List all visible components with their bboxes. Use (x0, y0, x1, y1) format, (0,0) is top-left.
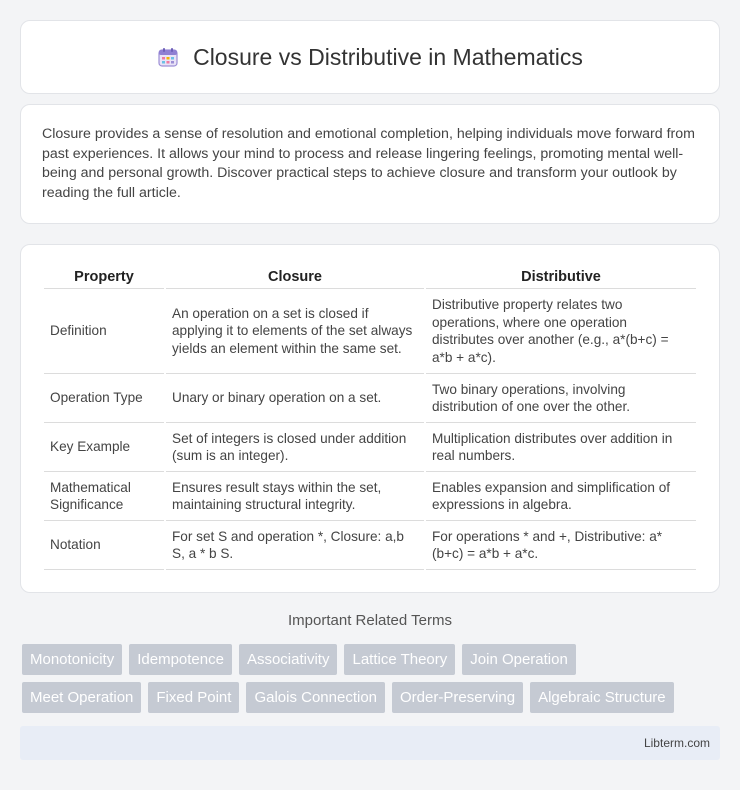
intro-text: Closure provides a sense of resolution and emotional completion, helping individuals move forward from past experiences. It allows your mind to process and release lingering feelings, promoting mental well-being and personal growth. Discover practical steps to achieve closure and transform your outlook by reading the full article. (42, 126, 695, 201)
footer (20, 726, 720, 760)
tag-galois-connection[interactable]: Galois Connection (246, 682, 385, 713)
table-header-row (44, 265, 696, 289)
header-property: Property (44, 265, 164, 289)
tag-row (22, 682, 722, 713)
table-row (44, 423, 696, 472)
closure-cell: Ensures result stays within the set, maintaining structural integrity. (166, 472, 424, 521)
closure-cell: Unary or binary operation on a set. (166, 374, 424, 423)
footer-site-link[interactable]: Libterm.com (643, 736, 710, 750)
distributive-cell: For operations * and +, Distributive: a*(b+c) = a*b + a*c. (426, 521, 696, 570)
comparison-table (42, 265, 698, 570)
distributive-cell: Multiplication distributes over addition in real numbers. (426, 423, 696, 472)
row-label: Mathematical Significance (44, 472, 164, 521)
closure-cell: An operation on a set is closed if applying it to elements of the set always yields an element within the same set. (166, 289, 424, 374)
tag-monotonicity[interactable]: Monotonicity (22, 644, 122, 675)
closure-cell: Set of integers is closed under addition (sum is an integer). (166, 423, 424, 472)
tag-lattice-theory[interactable]: Lattice Theory (344, 644, 455, 675)
page-title: Closure vs Distributive in Mathematics (193, 43, 583, 70)
header-card (20, 20, 720, 94)
distributive-cell: Distributive property relates two operations, where one operation distributes over another (e.g., a*(b+c) = a*b + a*c). (426, 289, 696, 374)
distributive-cell: Enables expansion and simplification of expressions in algebra. (426, 472, 696, 521)
tag-fixed-point[interactable]: Fixed Point (148, 682, 239, 713)
row-label: Key Example (44, 423, 164, 472)
tag-algebraic-structure[interactable]: Algebraic Structure (530, 682, 674, 713)
tag-associativity[interactable]: Associativity (239, 644, 338, 675)
tag-order-preserving[interactable]: Order-Preserving (392, 682, 523, 713)
table-row (44, 374, 696, 423)
table-row (44, 289, 696, 374)
row-label: Operation Type (44, 374, 164, 423)
calendar-icon (157, 46, 179, 68)
tag-idempotence[interactable]: Idempotence (129, 644, 232, 675)
tag-join-operation[interactable]: Join Operation (462, 644, 576, 675)
header-closure: Closure (166, 265, 424, 289)
closure-cell: For set S and operation *, Closure: a,b S, a * b S. (166, 521, 424, 570)
distributive-cell: Two binary operations, involving distribution of one over the other. (426, 374, 696, 423)
tag-row (22, 644, 722, 675)
table-row (44, 472, 696, 521)
tag-meet-operation[interactable]: Meet Operation (22, 682, 141, 713)
comparison-table-card (20, 244, 720, 593)
row-label: Definition (44, 289, 164, 374)
header-distributive: Distributive (426, 265, 696, 289)
row-label: Notation (44, 521, 164, 570)
related-terms (22, 644, 722, 720)
related-terms-title: Important Related Terms (288, 612, 452, 629)
intro-card (20, 104, 720, 224)
table-row (44, 521, 696, 570)
